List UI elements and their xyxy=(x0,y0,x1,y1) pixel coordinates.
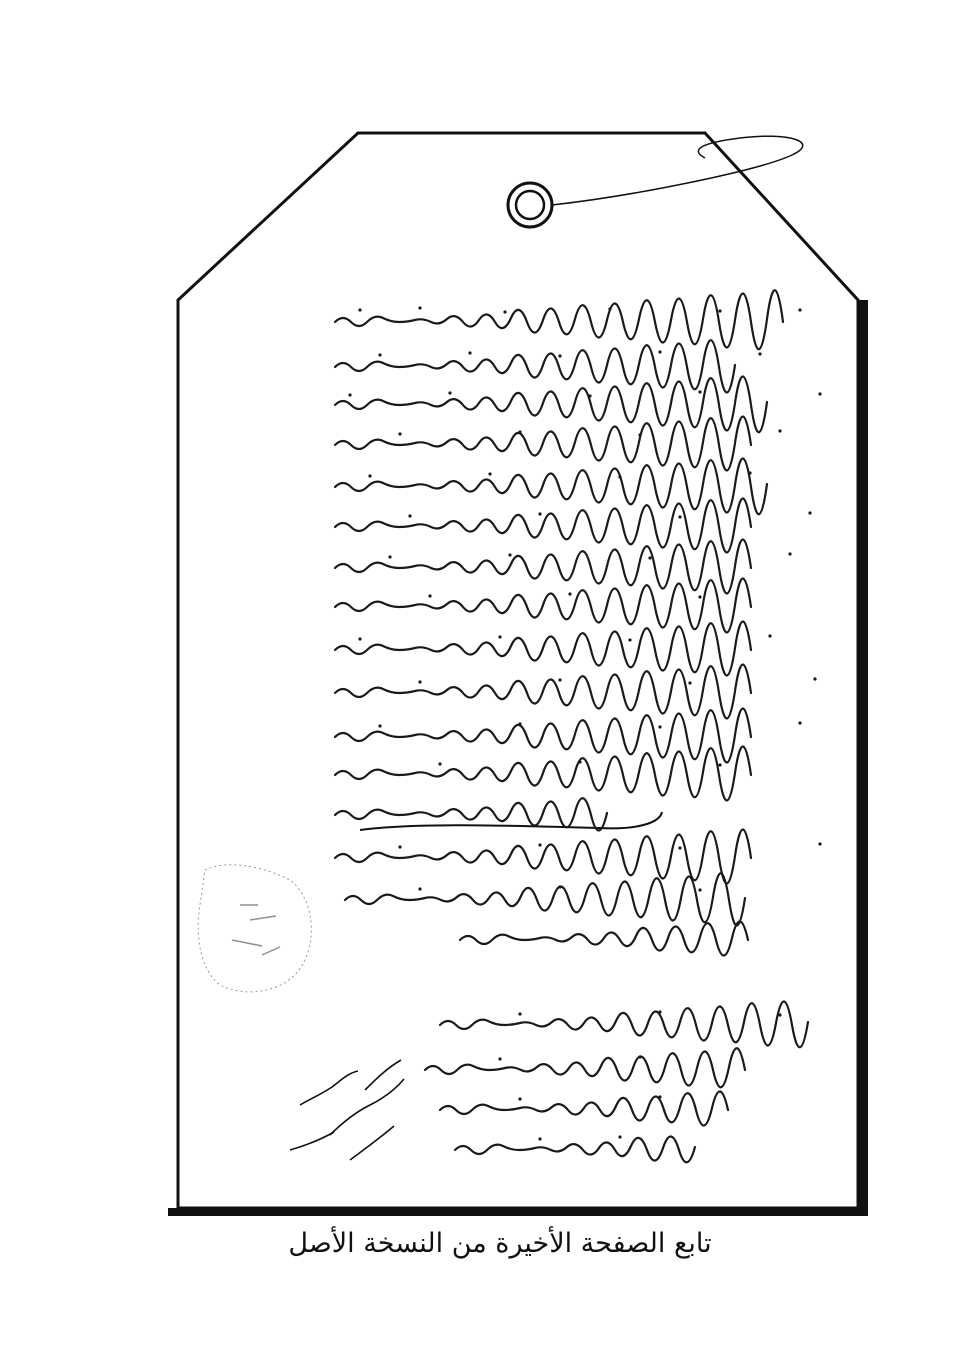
ms-line-5 xyxy=(335,458,767,514)
colophon-line-2 xyxy=(425,1048,745,1087)
ms-line-8 xyxy=(335,578,751,632)
ms-line-11 xyxy=(335,708,751,762)
ms-line-10 xyxy=(335,664,751,718)
ms-line-6 xyxy=(335,498,751,552)
ms-line-7 xyxy=(335,539,751,593)
ms-line-9 xyxy=(335,621,751,675)
ms-line-14 xyxy=(335,829,751,883)
colophon-line-3 xyxy=(440,1091,728,1125)
ms-line-12 xyxy=(335,746,751,800)
diacritic-dots xyxy=(348,306,821,1140)
colophon-line-1 xyxy=(440,1001,808,1047)
colophon-line-4 xyxy=(455,1136,695,1162)
ms-line-15 xyxy=(345,873,745,925)
ms-line-16 xyxy=(460,921,748,955)
ms-line-3 xyxy=(335,376,767,432)
ms-line-13 xyxy=(335,798,607,830)
ms-line-1 xyxy=(335,290,783,349)
ms-line-4 xyxy=(335,416,751,470)
page-caption: تابع الصفحة الأخيرة من النسخة الأصل xyxy=(288,1228,712,1259)
